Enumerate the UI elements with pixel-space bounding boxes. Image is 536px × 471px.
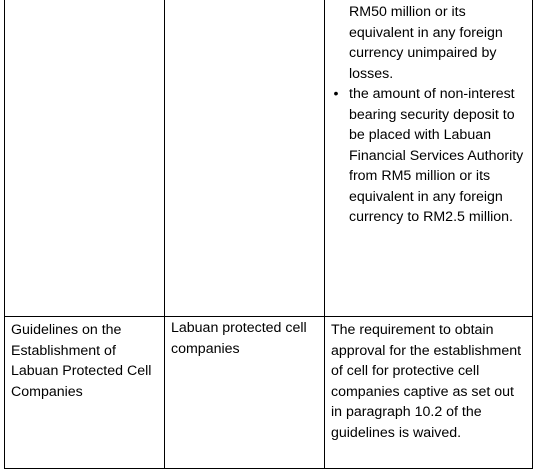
exemptions-table bbox=[4, 0, 533, 469]
table-cell-empty bbox=[5, 0, 165, 317]
table-row bbox=[5, 0, 533, 317]
list-item bbox=[333, 84, 526, 228]
table-cell-entity bbox=[165, 317, 325, 469]
bullet-list bbox=[325, 84, 532, 228]
table-cell-guideline bbox=[5, 317, 165, 469]
continued-text: RM50 million or its equivalent in any foreign currency unimpaired by losses. bbox=[349, 4, 503, 82]
guideline-name: Guidelines on the Establishment of Labuan Protected Cell Companies bbox=[11, 322, 152, 400]
bullet-icon: • bbox=[333, 86, 339, 102]
table-cell-conditions bbox=[325, 0, 533, 317]
table-cell-requirement bbox=[325, 317, 533, 469]
entity-name: Labuan protected cell companies bbox=[171, 320, 307, 357]
bullet-text: the amount of non-interest bearing security deposit to be placed with Labuan Financial Services Authority from RM5 million or its equivalent in any foreign currency to RM2.5 million. bbox=[349, 86, 524, 225]
requirement-text: The requirement to obtain approval for the establishment of cell for protective cell companies captive as set out in paragraph 10.2 of the guidelines is waived. bbox=[331, 322, 522, 441]
table-row bbox=[5, 317, 533, 469]
table-cell-empty bbox=[165, 0, 325, 317]
